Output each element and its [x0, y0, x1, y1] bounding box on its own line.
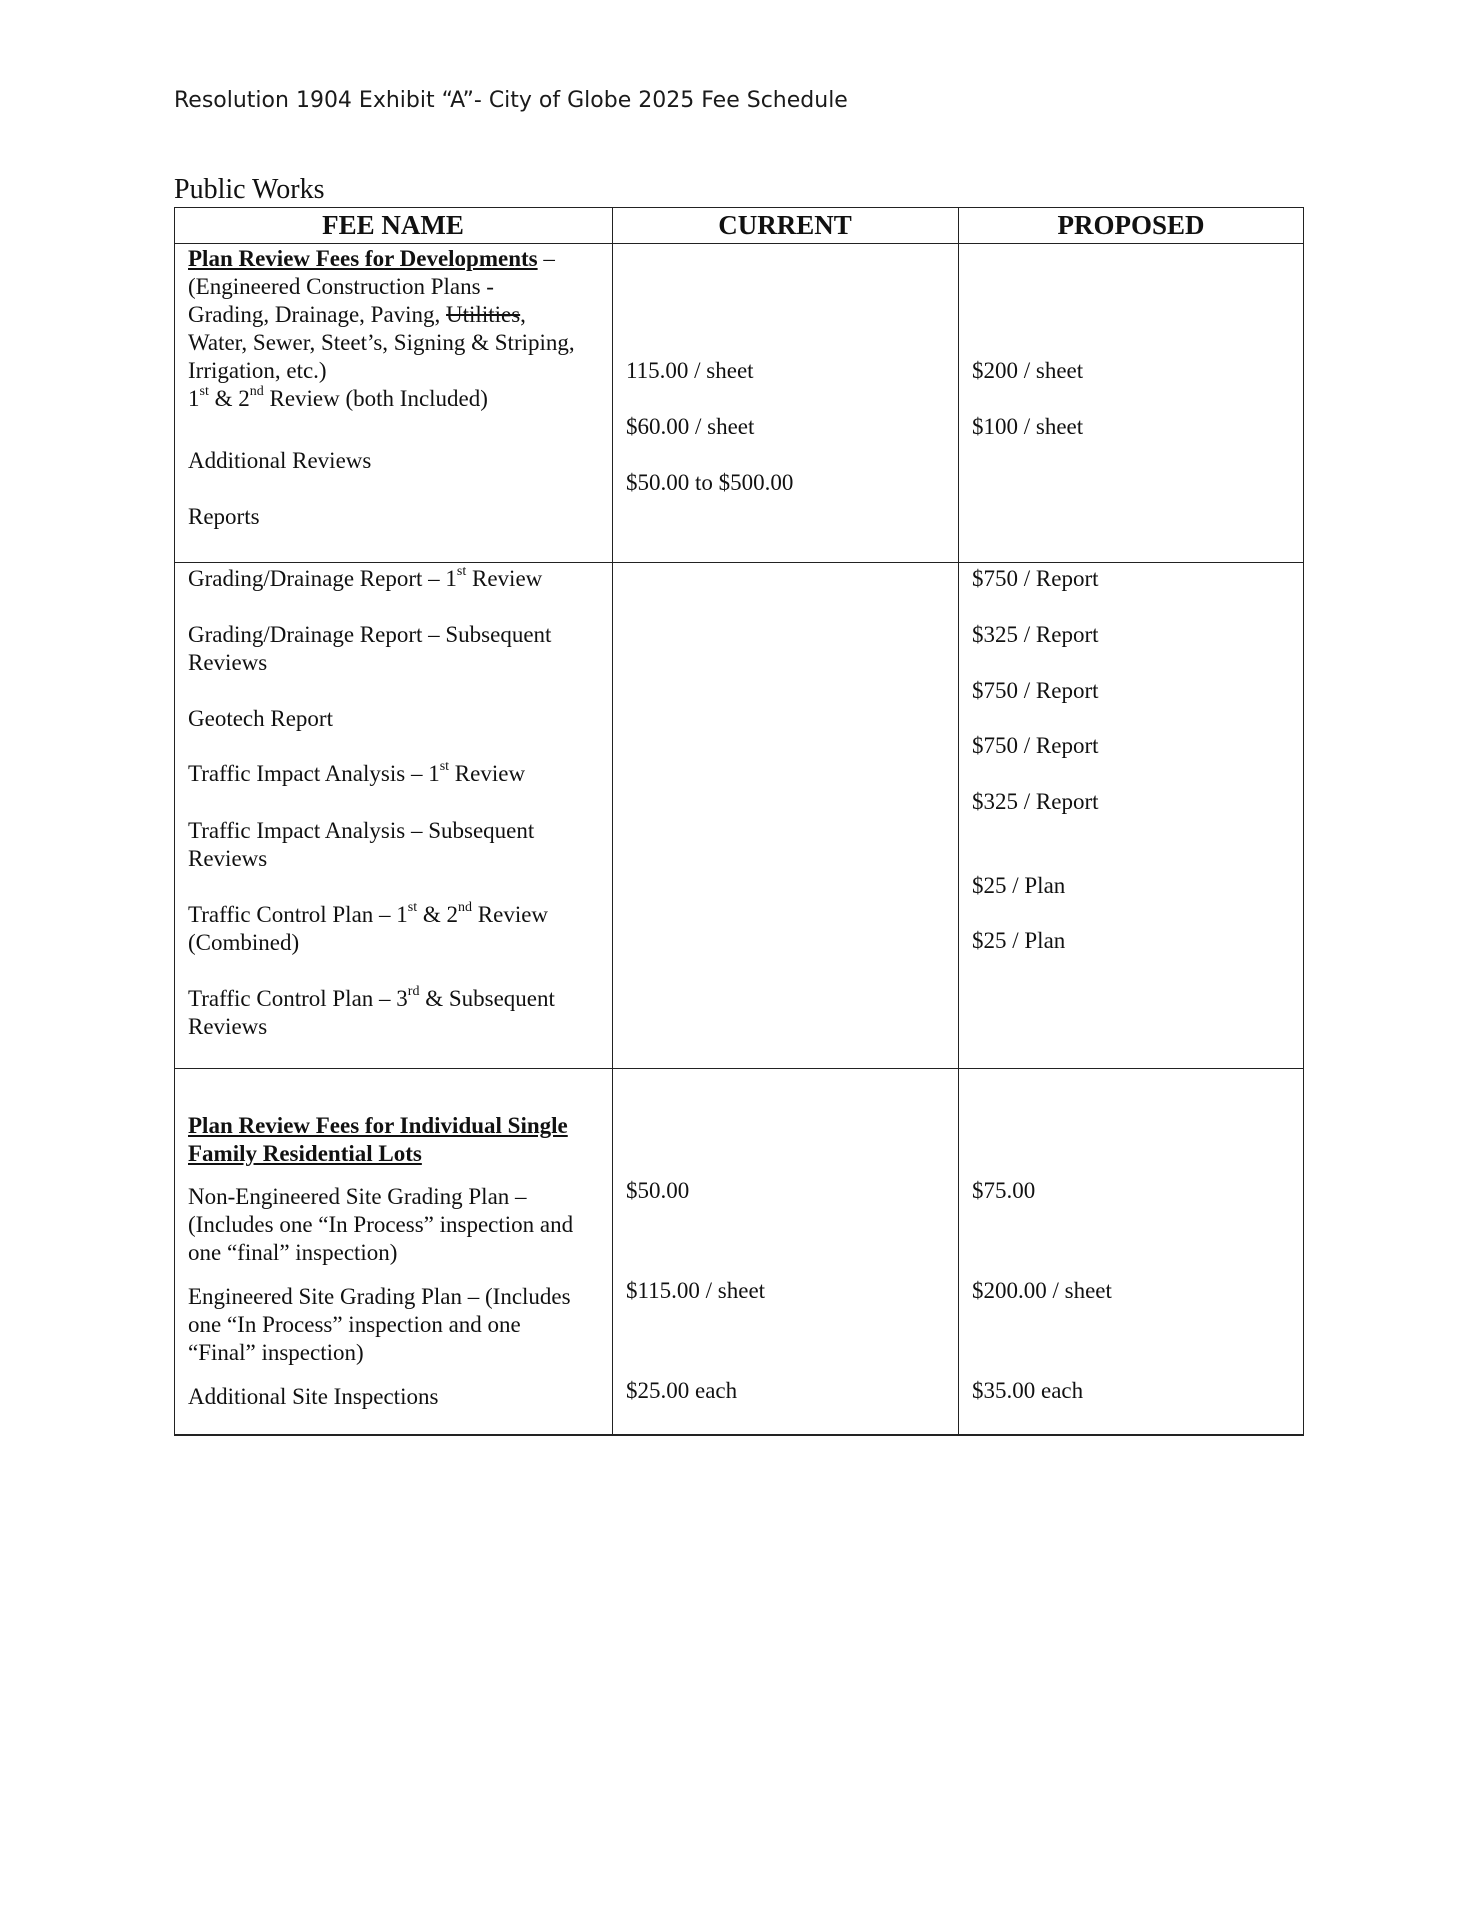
additional-inspections-label: Additional Site Inspections [188, 1384, 439, 1409]
engineered-plans-desc: (Engineered Construction Plans - [188, 274, 494, 299]
current-fee: $50.00 to $500.00 [626, 470, 794, 495]
current-fee: $115.00 / sheet [626, 1278, 766, 1303]
engineered-grading-label: “Final” inspection) [188, 1340, 364, 1365]
proposed-fee: $75.00 [972, 1178, 1036, 1203]
proposed-fee: $750 / Report [972, 566, 1099, 591]
table-border-left [174, 207, 175, 1435]
proposed-fee: $325 / Report [972, 789, 1099, 814]
fee-table [174, 207, 1304, 1435]
first-second-review-label: 1st & 2nd Review (both Included) [188, 384, 488, 411]
current-fee: $60.00 / sheet [626, 414, 755, 439]
engineered-plans-desc: Water, Sewer, Steet’s, Signing & Striping, [188, 330, 575, 355]
engineered-grading-label: Engineered Site Grading Plan – (Includes [188, 1284, 571, 1309]
header-divider [174, 243, 1304, 244]
proposed-fee: $25 / Plan [972, 928, 1066, 953]
traffic-impact-subsequent-label: Traffic Impact Analysis – Subsequent [188, 818, 535, 843]
column-divider [958, 207, 959, 1435]
single-family-title: Family Residential Lots [188, 1141, 422, 1166]
traffic-impact-subsequent-label: Reviews [188, 846, 268, 871]
grading-drainage-subsequent-label: Grading/Drainage Report – Subsequent [188, 622, 552, 647]
proposed-fee: $200.00 / sheet [972, 1278, 1112, 1303]
proposed-fee: $325 / Report [972, 622, 1099, 647]
traffic-control-third-label: Reviews [188, 1014, 268, 1039]
non-engineered-grading-label: (Includes one “In Process” inspection and [188, 1212, 574, 1237]
row-divider [174, 562, 1304, 563]
proposed-fee: $200 / sheet [972, 358, 1084, 383]
proposed-fee: $100 / sheet [972, 414, 1084, 439]
engineered-plans-desc: Grading, Drainage, Paving, Utilities, [188, 302, 526, 327]
traffic-control-first-label: (Combined) [188, 930, 300, 955]
column-header-current: CURRENT [718, 210, 852, 240]
traffic-impact-first-label: Traffic Impact Analysis – 1st Review [188, 759, 526, 786]
engineered-grading-label: one “In Process” inspection and one [188, 1312, 521, 1337]
traffic-control-first-label: Traffic Control Plan – 1st & 2nd Review [188, 900, 549, 927]
geotech-report-label: Geotech Report [188, 706, 333, 731]
document-header: Resolution 1904 Exhibit “A”- City of Globe 2025 Fee Schedule [174, 88, 848, 113]
current-fee: $25.00 each [626, 1378, 738, 1403]
traffic-control-third-label: Traffic Control Plan – 3rd & Subsequent [188, 984, 555, 1011]
row-divider [174, 1068, 1304, 1069]
non-engineered-grading-label: Non-Engineered Site Grading Plan – [188, 1184, 527, 1209]
proposed-fee: $750 / Report [972, 733, 1099, 758]
current-fee: $50.00 [626, 1178, 690, 1203]
single-family-title: Plan Review Fees for Individual Single [188, 1113, 568, 1138]
section-title: Public Works [174, 174, 325, 205]
column-divider [612, 207, 613, 1435]
reports-label: Reports [188, 504, 260, 529]
engineered-plans-desc: Irrigation, etc.) [188, 358, 327, 383]
non-engineered-grading-label: one “final” inspection) [188, 1240, 398, 1265]
grading-drainage-first-label: Grading/Drainage Report – 1st Review [188, 564, 543, 591]
proposed-fee: $35.00 each [972, 1378, 1084, 1403]
plan-review-developments-title: Plan Review Fees for Developments – [188, 246, 555, 271]
proposed-fee: $750 / Report [972, 678, 1099, 703]
grading-drainage-subsequent-label: Reviews [188, 650, 268, 675]
table-border-right [1303, 207, 1304, 1435]
additional-reviews-label: Additional Reviews [188, 448, 372, 473]
current-fee: 115.00 / sheet [626, 358, 754, 383]
column-header-fee-name: FEE NAME [322, 210, 464, 240]
table-border-bottom [174, 1434, 1304, 1436]
column-header-proposed: PROPOSED [1057, 210, 1205, 240]
proposed-fee: $25 / Plan [972, 873, 1066, 898]
